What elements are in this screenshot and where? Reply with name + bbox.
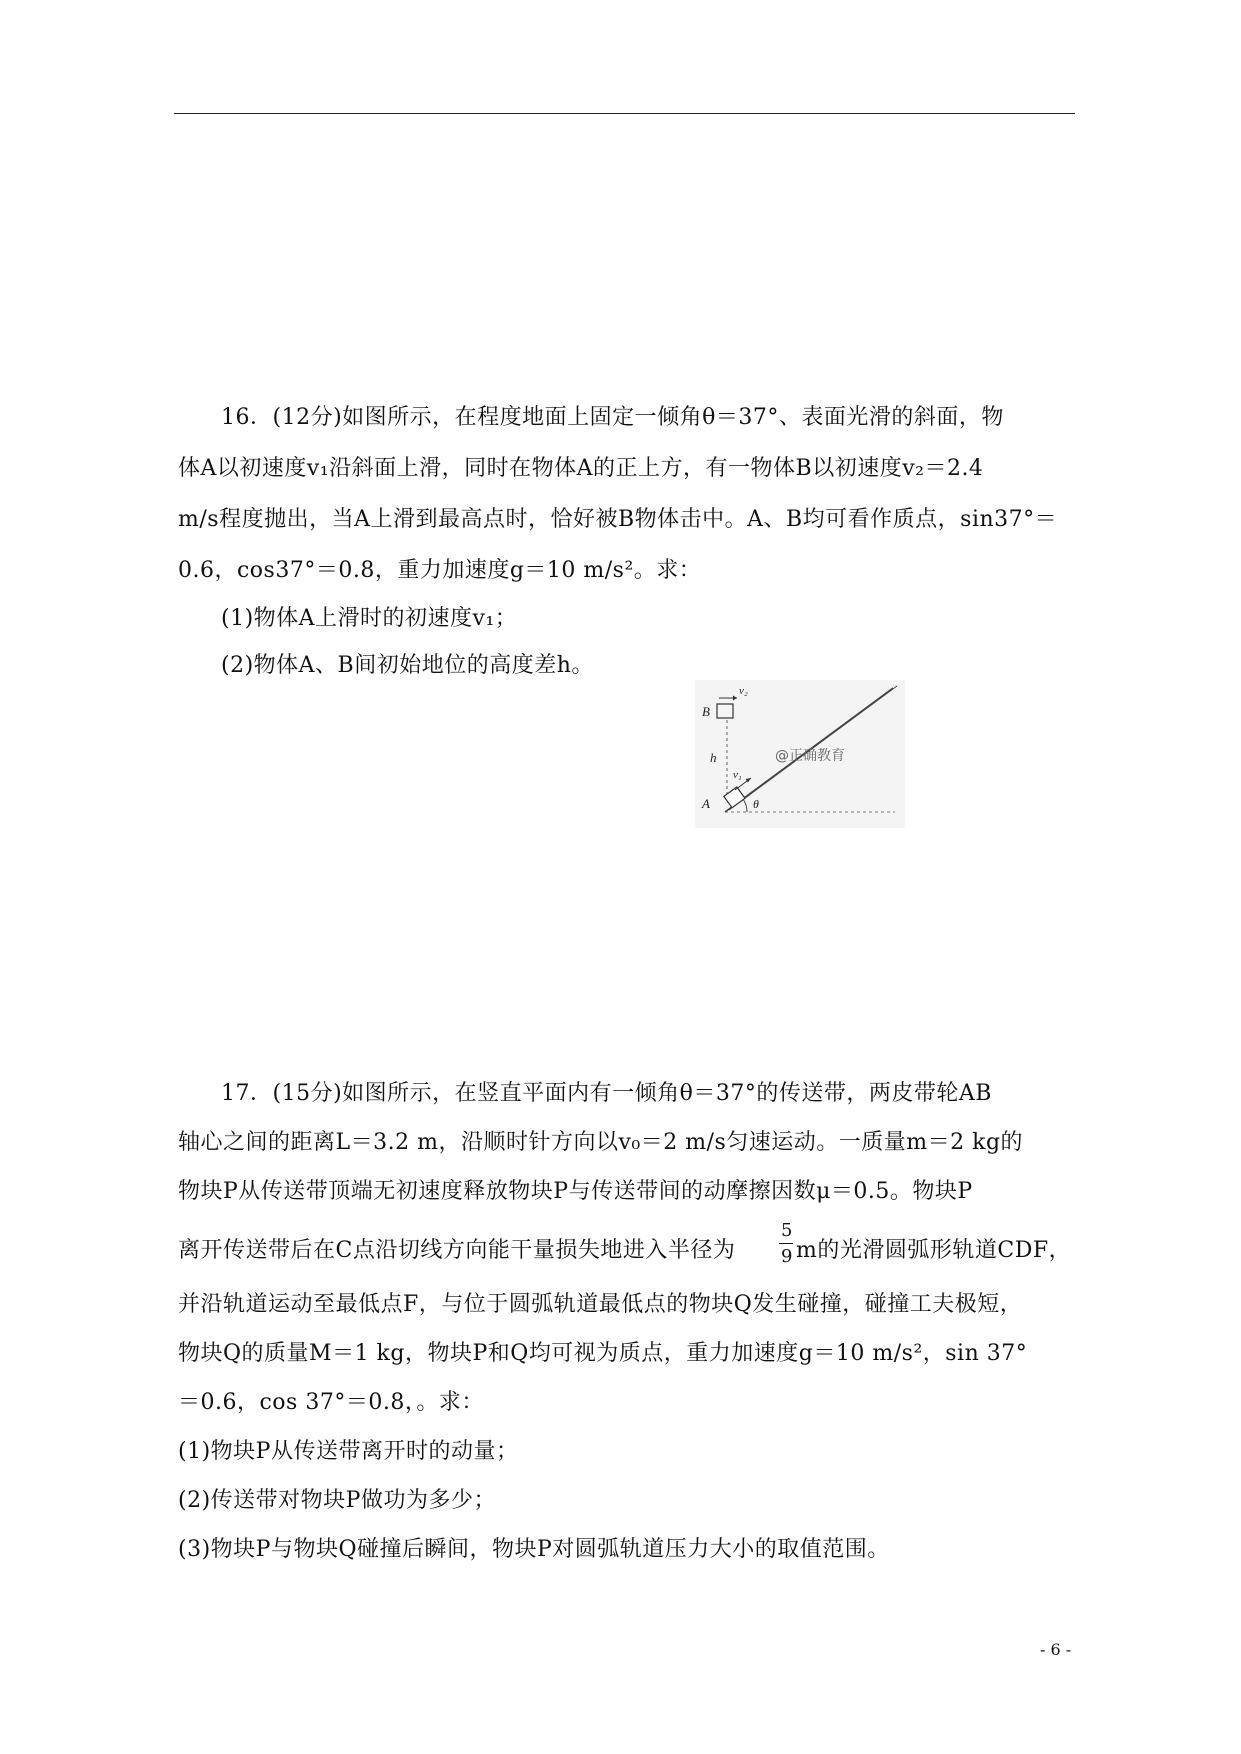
header-rule bbox=[174, 113, 1075, 114]
radius-fraction-numerator: 5 bbox=[781, 1220, 793, 1241]
page-number: - 6 - bbox=[1040, 1640, 1072, 1659]
label-theta: θ bbox=[753, 797, 759, 811]
label-b: B bbox=[702, 704, 710, 719]
q17-line-2: 轴心之间的距离L＝3.2 m，沿顺时针方向以v₀＝2 m/s匀速运动。一质量m＝2 kg的 bbox=[178, 1130, 1024, 1155]
q16-line-4: 0.6，cos37°＝0.8，重力加速度g＝10 m/s²。求： bbox=[178, 558, 702, 583]
q16-line-1: 16．(12分)如图所示，在程度地面上固定一倾角θ＝37°、表面光滑的斜面，物 bbox=[221, 405, 1004, 430]
q17-line-3: 物块P从传送带顶端无初速度释放物块P与传送带间的动摩擦因数μ＝0.5。物块P bbox=[178, 1179, 973, 1204]
q17-line-4b: m的光滑圆弧形轨道CDF， bbox=[796, 1238, 1072, 1263]
incline-diagram bbox=[695, 680, 905, 828]
q17-line-5: 并沿轨道运动至最低点F，与位于圆弧轨道最低点的物块Q发生碰撞，碰撞工夫极短， bbox=[178, 1292, 1023, 1317]
q17-line-4a: 离开传送带后在C点沿切线方向能干量损失地进入半径为 bbox=[178, 1238, 736, 1263]
q17-line-6: 物块Q的质量M＝1 kg，物块P和Q均可视为质点，重力加速度g＝10 m/s²，sin 37° bbox=[178, 1341, 1028, 1366]
q16-subquestion-2: (2)物体A、B间初始地位的高度差h。 bbox=[221, 653, 594, 678]
q17-subquestion-1: (1)物块P从传送带离开时的动量； bbox=[178, 1439, 519, 1464]
label-v1: v₁ bbox=[733, 769, 742, 781]
q16-subquestion-1: (1)物体A上滑时的初速度v₁； bbox=[221, 606, 518, 631]
incline-figure bbox=[695, 680, 905, 828]
q17-line-1: 17．(15分)如图所示，在竖直平面内有一倾角θ＝37°的传送带，两皮带轮AB bbox=[221, 1081, 992, 1106]
q17-subquestion-3: (3)物块P与物块Q碰撞后瞬间，物块P对圆弧轨道压力大小的取值范围。 bbox=[178, 1537, 890, 1562]
radius-fraction-denominator: 9 bbox=[781, 1246, 793, 1267]
q16-line-2: 体A以初速度v₁沿斜面上滑，同时在物体A的正上方，有一物体B以初速度v₂＝2.4 bbox=[178, 456, 984, 481]
q17-line-7: ＝0.6，cos 37°＝0.8，。求： bbox=[178, 1390, 484, 1415]
radius-fraction-bar bbox=[779, 1243, 793, 1244]
label-h: h bbox=[710, 750, 717, 765]
q16-line-3: m/s程度抛出，当A上滑到最高点时，恰好被B物体击中。A、B均可看作质点，sin37°＝ bbox=[178, 507, 1058, 532]
watermark: @正确教育 bbox=[775, 748, 845, 764]
label-v2: v₂ bbox=[739, 685, 748, 697]
q17-subquestion-2: (2)传送带对物块P做功为多少； bbox=[178, 1488, 496, 1513]
label-a: A bbox=[702, 796, 710, 811]
